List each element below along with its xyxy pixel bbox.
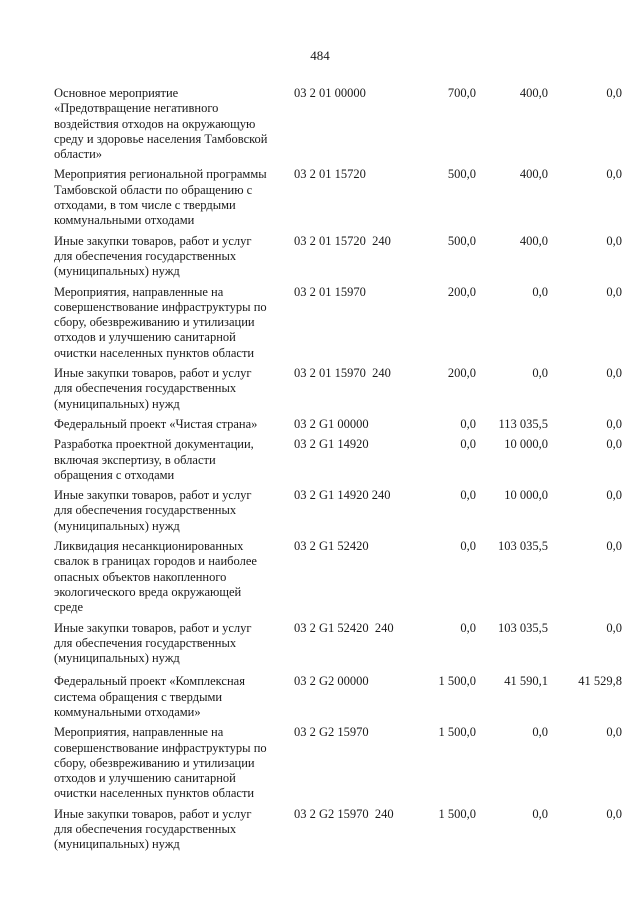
row-name-line: включая экспертизу, в области xyxy=(54,452,216,467)
page-number: 484 xyxy=(310,48,330,63)
row-name-line: свалок в границах городов и наиболее xyxy=(54,554,257,569)
row-name-line: для обеспечения государственных xyxy=(54,503,237,518)
row-name-line: сбору, обезвреживанию и утилизации xyxy=(54,755,255,770)
row-value3: 41 529,8 xyxy=(578,674,622,689)
row-code: 03 2 01 15720 xyxy=(294,167,366,182)
row-name xyxy=(54,674,290,720)
row-name-line: коммунальными отходами xyxy=(54,213,195,228)
row-name-line: Ликвидация несанкционированных xyxy=(54,539,244,554)
row-name-line: (муниципальных) нужд xyxy=(54,518,180,533)
row-name xyxy=(54,621,290,667)
row-name-line: (муниципальных) нужд xyxy=(54,651,180,666)
row-value3: 0,0 xyxy=(606,437,622,452)
row-name-line: Мероприятия, направленные на xyxy=(54,284,224,299)
row-name-line: (муниципальных) нужд xyxy=(54,396,180,411)
row-name-line: среде xyxy=(54,600,84,615)
row-value3: 0,0 xyxy=(606,806,622,821)
row-name-line: Иные закупки товаров, работ и услуг xyxy=(54,366,252,381)
row-code: 03 2 G2 15970 240 xyxy=(294,806,394,821)
row-code: 03 2 G1 00000 xyxy=(294,416,369,431)
row-name-line: обращения с отходами xyxy=(54,467,175,482)
table-row xyxy=(54,674,620,720)
row-code: 03 2 G2 00000 xyxy=(294,674,369,689)
row-value1: 700,0 xyxy=(447,86,476,100)
row-value1: 1 500,0 xyxy=(438,674,476,689)
row-code: 03 2 G1 14920 xyxy=(294,437,369,452)
row-name-line: области» xyxy=(54,147,103,162)
table-row xyxy=(54,539,620,615)
row-value3: 0,0 xyxy=(606,539,622,554)
row-value3: 0,0 xyxy=(606,416,622,431)
row-code: 03 2 01 00000 xyxy=(294,86,366,100)
row-name xyxy=(54,285,290,361)
row-name xyxy=(54,417,290,432)
row-value1: 500,0 xyxy=(447,233,476,248)
row-value2: 113 035,5 xyxy=(498,416,548,431)
row-code: 03 2 G1 52420 xyxy=(294,539,369,554)
row-name-line: Иные закупки товаров, работ и услуг xyxy=(54,620,252,635)
row-code: 03 2 G2 15970 xyxy=(294,725,369,740)
row-value2: 10 000,0 xyxy=(504,437,548,452)
row-name-line: для обеспечения государственных xyxy=(54,381,237,396)
row-name-line: для обеспечения государственных xyxy=(54,248,237,263)
row-name xyxy=(54,807,290,853)
row-name xyxy=(54,366,290,412)
row-name-line: очистки населенных пунктов области xyxy=(54,786,255,801)
table-row xyxy=(54,417,620,432)
row-name-line: Тамбовской области по обращению с xyxy=(54,182,253,197)
row-name-line: отходов и улучшению санитарной xyxy=(54,330,236,345)
row-name-line: Иные закупки товаров, работ и услуг xyxy=(54,233,252,248)
row-value1: 1 500,0 xyxy=(438,725,476,740)
row-name xyxy=(54,725,290,801)
table-row xyxy=(54,167,620,228)
row-value2: 103 035,5 xyxy=(498,620,548,635)
row-code: 03 2 01 15970 xyxy=(294,284,366,299)
row-name-line: коммунальными отходами» xyxy=(54,704,201,719)
row-value2: 400,0 xyxy=(519,233,548,248)
row-name-line: для обеспечения государственных xyxy=(54,822,237,837)
row-name xyxy=(54,539,290,615)
row-name-line: Разработка проектной документации, xyxy=(54,437,254,452)
table-row xyxy=(54,621,620,667)
row-name-line: отходов и улучшению санитарной xyxy=(54,771,236,786)
budget-table xyxy=(54,86,620,853)
row-name-line: совершенствование инфраструктуры по xyxy=(54,740,267,755)
row-value3: 0,0 xyxy=(606,284,622,299)
row-code: 03 2 01 15970 240 xyxy=(294,366,391,381)
row-value3: 0,0 xyxy=(606,233,622,248)
row-value2: 0,0 xyxy=(532,806,548,821)
row-name-line: «Предотвращение негативного xyxy=(54,101,219,116)
row-value2: 0,0 xyxy=(532,284,548,299)
row-value1: 0,0 xyxy=(460,437,476,452)
row-value1: 1 500,0 xyxy=(438,806,476,821)
row-value2: 400,0 xyxy=(519,86,548,100)
row-name xyxy=(54,167,290,228)
row-value1: 0,0 xyxy=(460,620,476,635)
row-name-line: Иные закупки товаров, работ и услуг xyxy=(54,488,252,503)
table-row xyxy=(54,488,620,534)
row-value1: 0,0 xyxy=(460,416,476,431)
row-value2: 10 000,0 xyxy=(504,488,548,503)
row-value3: 0,0 xyxy=(606,366,622,381)
row-value3: 0,0 xyxy=(606,488,622,503)
row-name xyxy=(54,488,290,534)
row-name-line: совершенствование инфраструктуры по xyxy=(54,299,267,314)
row-name-line: (муниципальных) нужд xyxy=(54,837,180,852)
row-name-line: система обращения с твердыми xyxy=(54,689,223,704)
table-row xyxy=(54,86,620,162)
row-name-line: сбору, обезвреживанию и утилизации xyxy=(54,315,255,330)
row-name-line: для обеспечения государственных xyxy=(54,635,237,650)
row-name-line: воздействия отходов на окружающую xyxy=(54,116,256,131)
row-name-line: отходами, в том числе с твердыми xyxy=(54,198,236,213)
table-row xyxy=(54,366,620,412)
row-value1: 200,0 xyxy=(447,284,476,299)
row-value2: 0,0 xyxy=(532,725,548,740)
row-value2: 400,0 xyxy=(519,167,548,182)
row-name-line: Федеральный проект «Комплексная xyxy=(54,674,245,689)
table-row xyxy=(54,725,620,801)
row-value1: 0,0 xyxy=(460,488,476,503)
row-value2: 103 035,5 xyxy=(498,539,548,554)
row-name-line: Иные закупки товаров, работ и услуг xyxy=(54,806,252,821)
row-code: 03 2 G1 52420 240 xyxy=(294,620,394,635)
row-code: 03 2 G1 14920 240 xyxy=(294,488,391,503)
table-row xyxy=(54,234,620,280)
row-value3: 0,0 xyxy=(606,86,622,100)
row-name xyxy=(54,86,290,162)
row-value3: 0,0 xyxy=(606,725,622,740)
row-name-line: среду и здоровье населения Тамбовской xyxy=(54,131,268,146)
row-value2: 41 590,1 xyxy=(504,674,548,689)
row-name-line: опасных объектов накопленного xyxy=(54,569,227,584)
row-code: 03 2 01 15720 240 xyxy=(294,233,391,248)
row-name-line: Мероприятия региональной программы xyxy=(54,167,267,182)
row-name-line: экологического вреда окружающей xyxy=(54,584,242,599)
row-name-line: (муниципальных) нужд xyxy=(54,264,180,279)
row-name-line: очистки населенных пунктов области xyxy=(54,345,255,360)
table-row xyxy=(54,285,620,361)
row-name xyxy=(54,437,290,483)
row-value1: 0,0 xyxy=(460,539,476,554)
row-name-line: Мероприятия, направленные на xyxy=(54,725,224,740)
row-value3: 0,0 xyxy=(606,620,622,635)
row-name xyxy=(54,234,290,280)
row-value1: 200,0 xyxy=(447,366,476,381)
row-name-line: Основное мероприятие xyxy=(54,86,179,100)
table-row xyxy=(54,807,620,853)
table-row xyxy=(54,437,620,483)
row-value3: 0,0 xyxy=(606,167,622,182)
row-value2: 0,0 xyxy=(532,366,548,381)
row-name-line: Федеральный проект «Чистая страна» xyxy=(54,416,258,431)
row-value1: 500,0 xyxy=(447,167,476,182)
